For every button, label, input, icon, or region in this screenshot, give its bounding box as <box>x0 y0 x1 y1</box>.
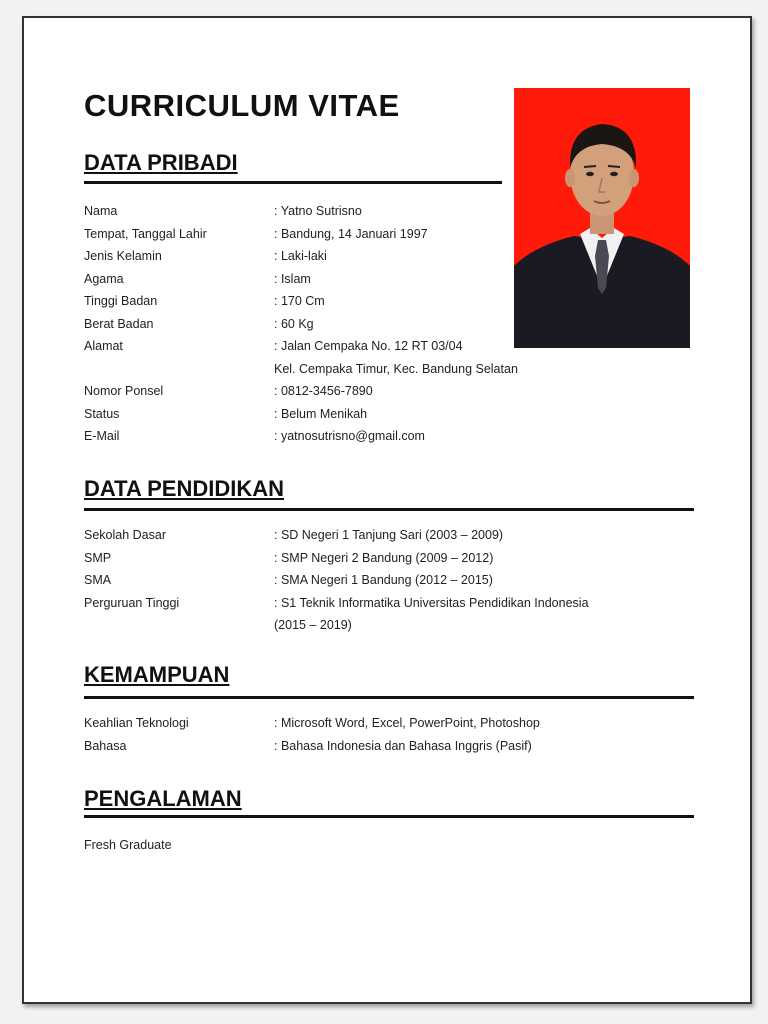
section-heading-skills: KEMAMPUAN <box>84 662 230 687</box>
personal-row: Nama : Yatno Sutrisno <box>84 204 362 219</box>
section-rule-personal <box>84 181 502 184</box>
experience-text: Fresh Graduate <box>84 838 172 852</box>
personal-row: Alamat : Jalan Cempaka No. 12 RT 03/04 <box>84 339 463 354</box>
section-heading-education: DATA PENDIDIKAN <box>84 476 285 501</box>
personal-row: Status : Belum Menikah <box>84 406 368 421</box>
section-rule-education <box>84 508 694 511</box>
section-heading-personal: DATA PRIBADI <box>84 150 238 175</box>
education-data-list <box>84 524 694 637</box>
cv-page <box>22 16 752 1004</box>
skills-row: Bahasa : Bahasa Indonesia dan Bahasa Inggris (Pasif) <box>84 738 532 753</box>
skills-row: Keahlian Teknologi : Microsoft Word, Excel, PowerPoint, Photoshop <box>84 716 540 731</box>
education-row: (2015 – 2019) <box>274 618 352 633</box>
personal-row: Kel. Cempaka Timur, Kec. Bandung Selatan <box>274 361 518 376</box>
education-row: Sekolah Dasar : SD Negeri 1 Tanjung Sari (2003 – 2009) <box>84 528 504 543</box>
section-rule-skills <box>84 696 694 699</box>
personal-row: Jenis Kelamin : Laki-laki <box>84 249 327 264</box>
personal-row: Tempat, Tanggal Lahir : Bandung, 14 Januari 1997 <box>84 226 428 241</box>
section-heading-experience: PENGALAMAN <box>84 786 242 811</box>
skills-data-list <box>84 712 694 757</box>
education-row: SMA : SMA Negeri 1 Bandung (2012 – 2015) <box>84 573 493 588</box>
personal-row: Agama : Islam <box>84 271 311 286</box>
education-row: SMP : SMP Negeri 2 Bandung (2009 – 2012) <box>84 550 494 565</box>
section-rule-experience <box>84 815 694 818</box>
personal-data-list <box>84 200 584 448</box>
personal-row: Tinggi Badan : 170 Cm <box>84 294 325 309</box>
personal-row: Berat Badan : 60 Kg <box>84 316 314 331</box>
cv-title: CURRICULUM VITAE <box>84 88 400 123</box>
education-row: Perguruan Tinggi : S1 Teknik Informatika Universitas Pendidikan Indonesia <box>84 595 589 610</box>
personal-row: Nomor Ponsel : 0812-3456-7890 <box>84 384 373 399</box>
personal-row: E-Mail : yatnosutrisno@gmail.com <box>84 429 425 444</box>
